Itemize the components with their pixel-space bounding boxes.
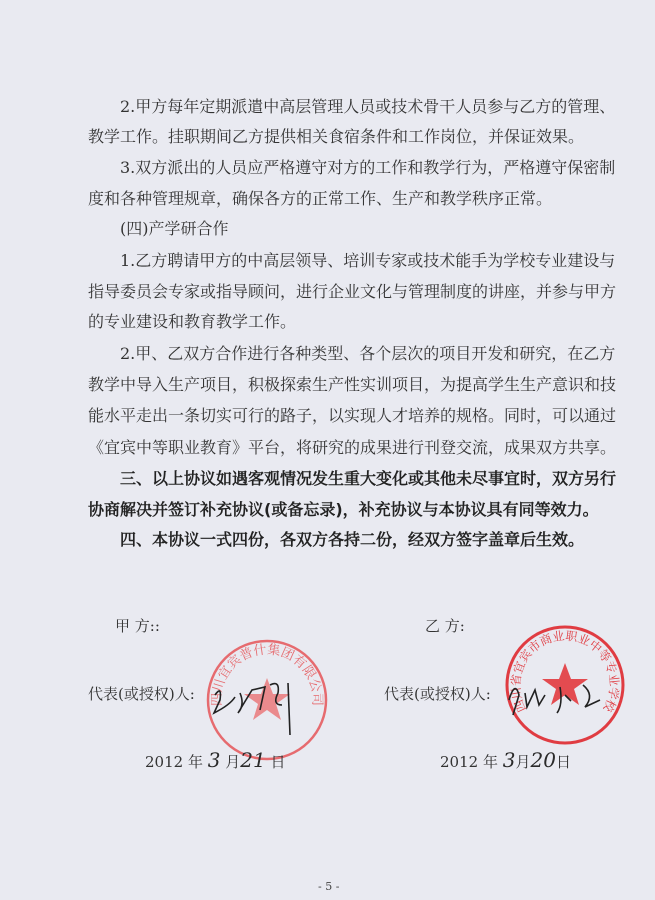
party-b-rep-label: 代表(或授权)人: <box>384 685 491 703</box>
text-line: 《宜宾中等职业教育》平台，将研究的成果进行刊登交流，成果双方共享。 <box>88 438 617 457</box>
section-heading: (四)产学研合作 <box>120 219 229 238</box>
party-b-label: 乙 方: <box>425 617 465 635</box>
date-day: 20 <box>530 748 556 772</box>
stamp-lettering: 四川宜宾普什集团有限公司 <box>209 642 325 707</box>
date-day: 21 <box>240 748 266 772</box>
month-unit: 月 <box>225 753 241 771</box>
party-a-rep-label: 代表(或授权)人: <box>88 685 195 703</box>
party-a-label: 甲 方:: <box>115 617 160 635</box>
clause-three-cont: 协商解决并签订补充协议(或备忘录)，补充协议与本协议具有同等效力。 <box>88 500 599 519</box>
text-line: 的专业建设和教育教学工作。 <box>88 312 297 331</box>
day-unit: 日 <box>270 753 286 771</box>
clause-three: 三、以上协议如遇客观情况发生重大变化或其他未尽事宜时，双方另行 <box>120 469 617 488</box>
party-a-signature <box>210 675 300 745</box>
text-line: 教学工作。挂职期间乙方提供相关食宿条件和工作岗位，并保证效果。 <box>88 127 585 146</box>
date-month: 3 <box>207 748 221 772</box>
date-year: 2012 年 <box>145 753 203 771</box>
text-line: 3.双方派出的人员应严格遵守对方的工作和教学行为，严格遵守保密制 <box>120 158 616 177</box>
stamp-lettering: 四川省宜宾市商业职业中等专业学校 <box>508 628 622 715</box>
date-year: 2012 年 <box>440 753 498 771</box>
page-number: - 5 - <box>318 880 340 893</box>
text-line: 指导委员会专家或指导顾问，进行企业文化与管理制度的讲座，并参与甲方 <box>88 282 617 301</box>
party-b-date <box>440 748 571 772</box>
clause-four: 四、本协议一式四份，各双方各持二份，经双方签字盖章后生效。 <box>120 530 585 549</box>
text-line: 2.甲、乙双方合作进行各种类型、各个层次的项目开发和研究，在乙方 <box>120 344 616 363</box>
month-unit: 月 <box>515 753 531 771</box>
text-line: 度和各种管理规章，确保各方的正常工作、生产和教学秩序正常。 <box>88 189 553 208</box>
text-line: 教学中导入生产项目，积极探索生产性实训项目，为提高学生生产意识和技 <box>88 375 617 394</box>
text-line: 1.乙方聘请甲方的中高层领导、培训专家或技术能手为学校专业建设与 <box>120 251 616 270</box>
party-a-date <box>145 748 286 772</box>
day-unit: 日 <box>555 753 571 771</box>
text-line: 2.甲方每年定期派遣中高层管理人员或技术骨干人员参与乙方的管理、 <box>120 97 616 116</box>
party-b-signature <box>505 675 605 725</box>
text-line: 能水平走出一条切实可行的路子，以实现人才培养的规格。同时，可以通过 <box>88 406 617 425</box>
date-month: 3 <box>502 748 516 772</box>
